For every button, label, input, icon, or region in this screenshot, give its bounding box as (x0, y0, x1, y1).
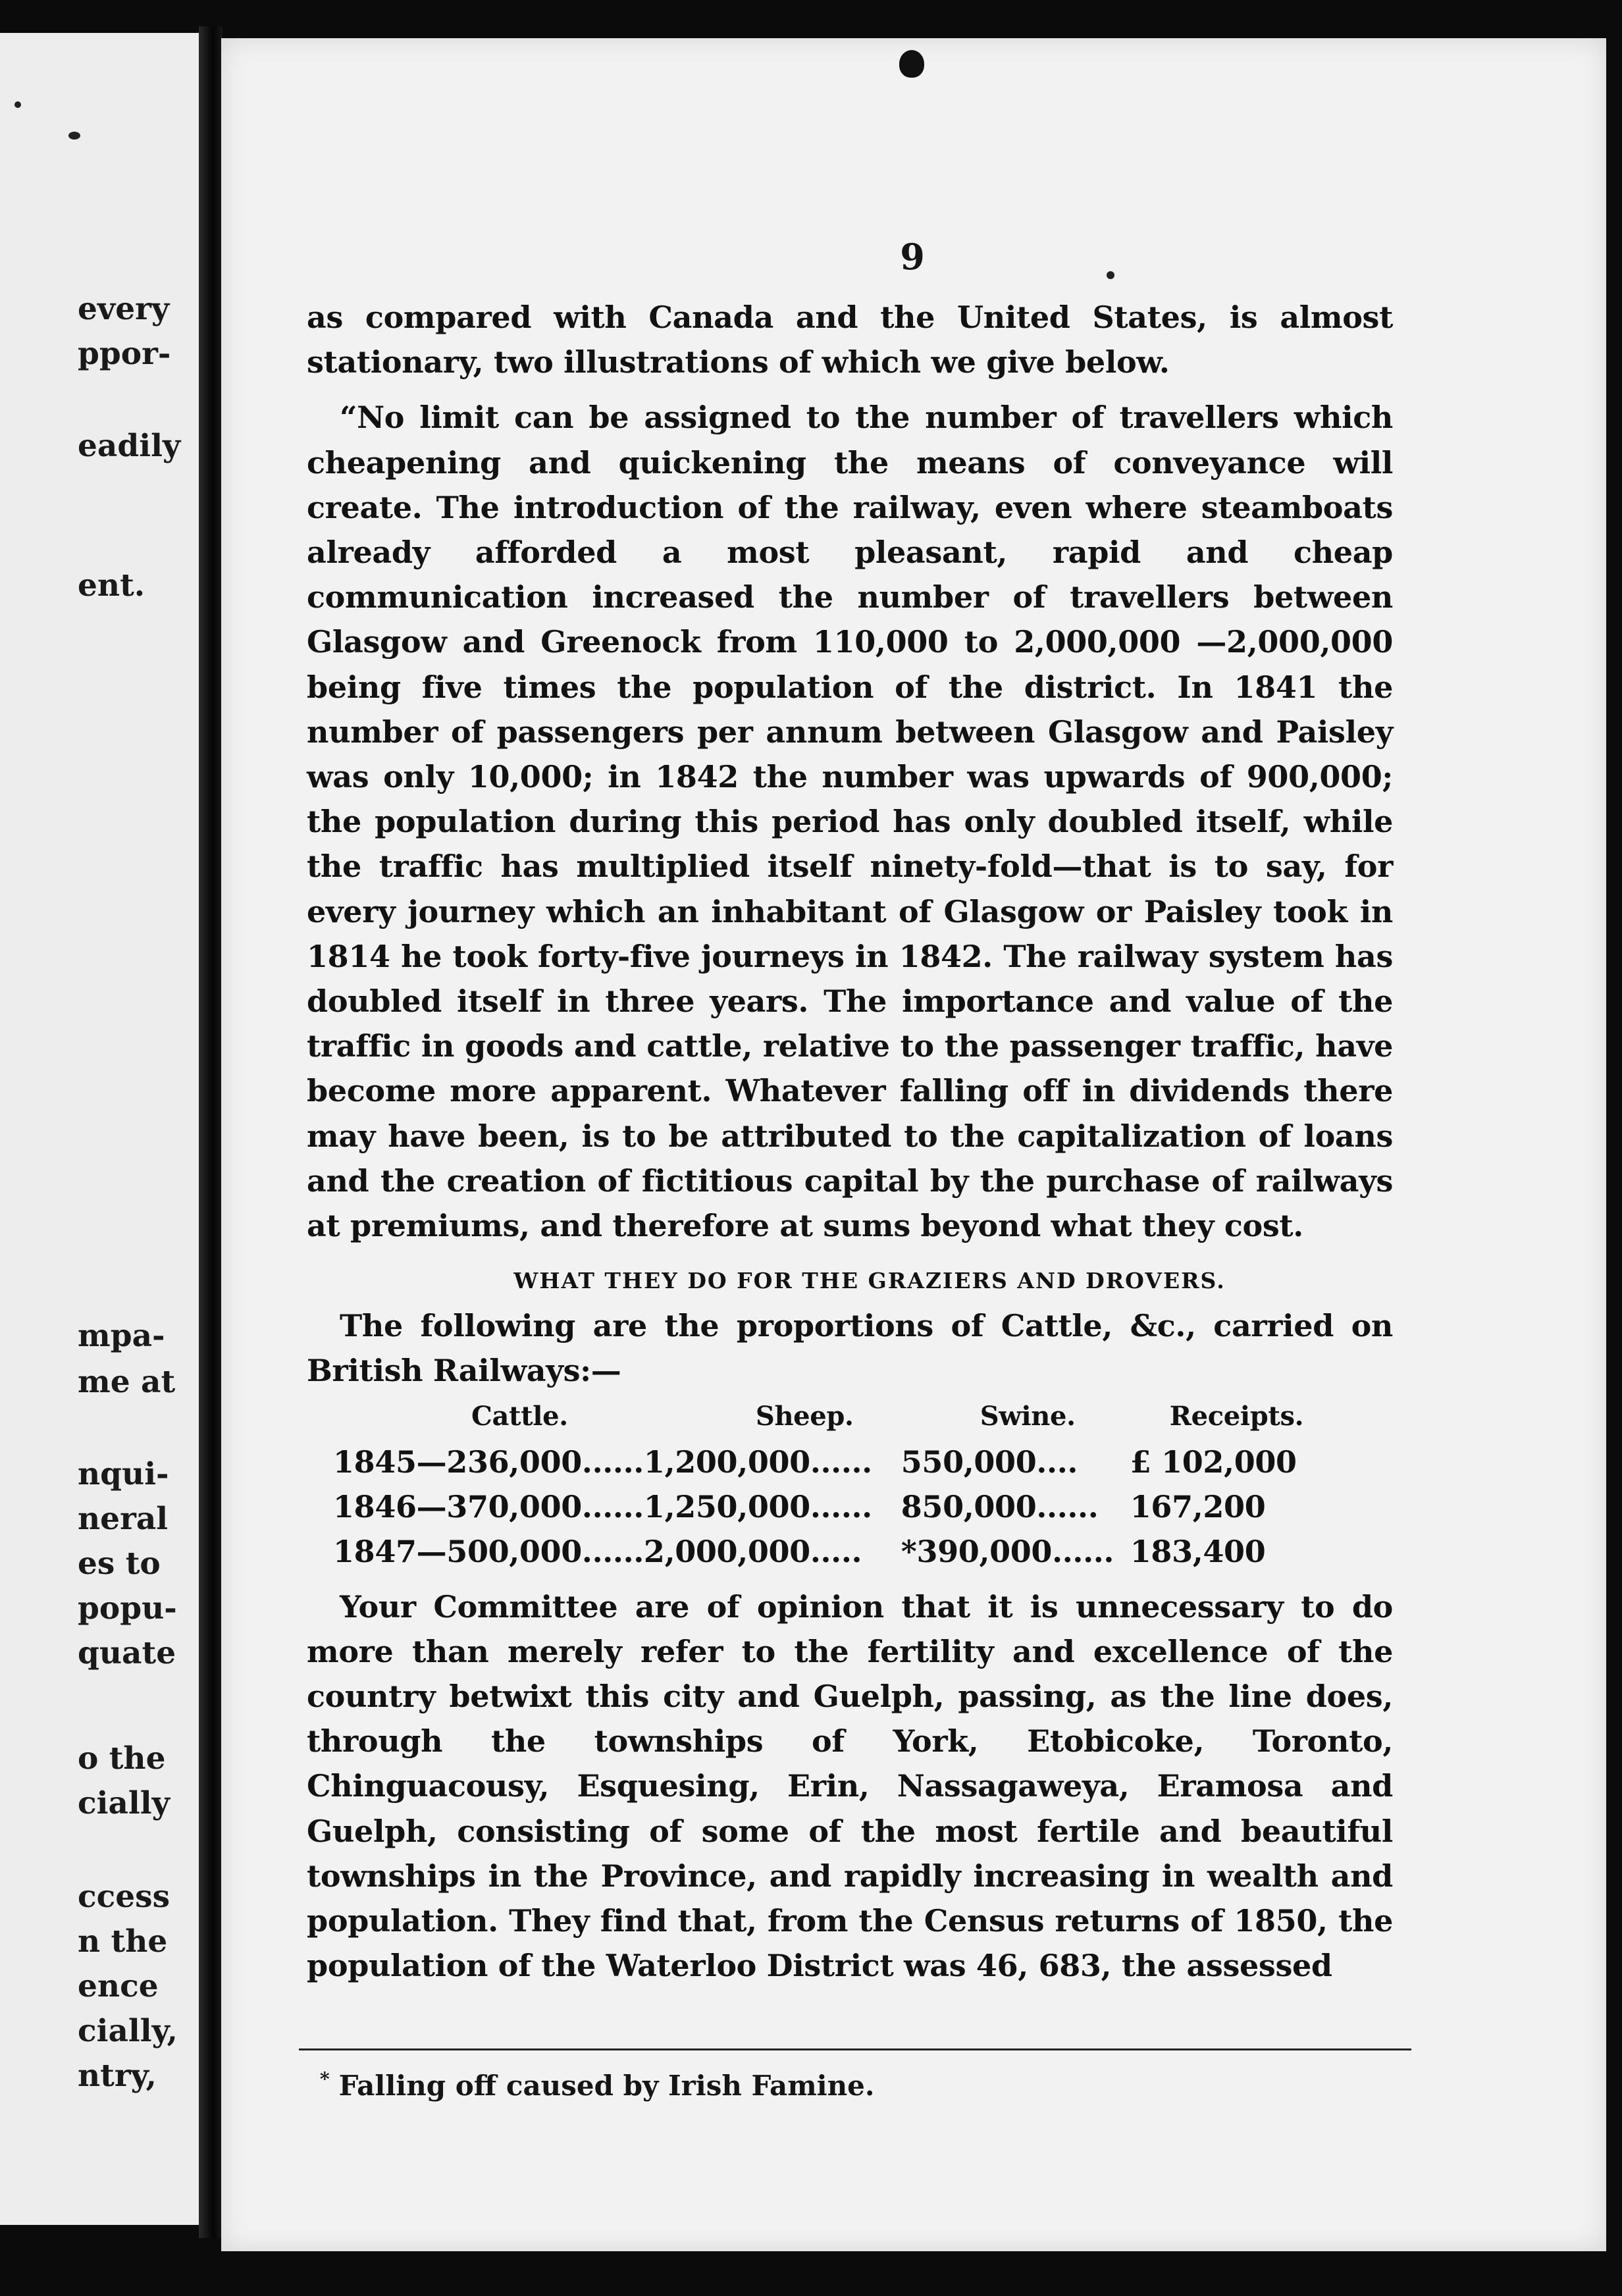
left-page-fragment: every (78, 291, 170, 327)
swine-cell: *390,000 (901, 1533, 1053, 1569)
left-page-fragment: nqui- (78, 1456, 169, 1492)
left-page-fragment: ent. (78, 567, 145, 604)
table-row: 1845—236,000...... 1,200,000...... 550,000.... £ 102,000 (333, 1444, 1297, 1480)
left-page-fragment: ppor- (78, 336, 171, 372)
receipts-cell: 183,400 (1130, 1533, 1266, 1569)
cattle-cell: 500,000 (446, 1533, 582, 1569)
table-header-row (333, 1394, 1334, 1440)
sheep-cell: 2,000,000 (643, 1533, 810, 1569)
header-swine: Swine. (980, 1400, 1076, 1432)
left-page-fragment: es to (78, 1546, 161, 1582)
cattle-cell: 236,000 (446, 1444, 582, 1480)
left-page-fragment: eadily (78, 428, 181, 464)
table-row: 1847—500,000...... 2,000,000..... *390,000...... 183,400 (333, 1533, 1266, 1569)
page-number: 9 (900, 236, 925, 278)
left-page-fragment: neral (78, 1501, 169, 1537)
sheep-cell: 1,250,000 (643, 1488, 810, 1525)
left-page-fragment: mpa- (78, 1318, 165, 1354)
footnote-text: Falling off caused by Irish Famine. (338, 2070, 875, 2102)
left-page-fragment: n the (78, 1923, 168, 1960)
left-page-fragment: popu- (78, 1590, 177, 1627)
closing-paragraph: Your Committee are of opinion that it is unnecessary to do more than merely refer to the fertility and excellence of the country betwixt this city and Guelph, passing, as the line does, through the townships of York, Etobicoke, Toronto, Chinguacousy, Esquesing, Erin, Nassagaweya, Eramosa and Guelph, consisting of some of the most fertile and beautiful townships in the Province, and rapidly increasing in wealth and population. They find that, from the Census returns of 1850, the population of the Waterloo District was 46, 683, the assessed (307, 1588, 1393, 1984)
book-gutter (199, 26, 222, 2238)
sheep-cell: 1,200,000 (643, 1444, 810, 1480)
swine-cell: 550,000 (901, 1444, 1037, 1480)
header-sheep: Sheep. (755, 1400, 854, 1432)
left-page-fragment: ccess (78, 1879, 170, 1915)
left-facing-page (0, 33, 199, 2225)
ink-speck (1107, 271, 1114, 279)
footnote (320, 2068, 875, 2102)
left-page-fragment: o the (78, 1740, 166, 1777)
year-cell: 1846 (333, 1488, 417, 1525)
book-page (221, 38, 1606, 2251)
swine-cell: 850,000 (901, 1488, 1037, 1525)
footnote-rule (299, 2048, 1411, 2050)
left-page-fragment: me at (78, 1364, 176, 1400)
table-intro: The following are the proportions of Cattle, &c., carried on British Railways:— (307, 1308, 1393, 1389)
header-receipts: Receipts. (1169, 1400, 1304, 1432)
left-page-fragment: ence (78, 1968, 159, 2004)
left-page-fragment: cially (78, 1785, 170, 1821)
left-page-fragment: ntry, (78, 2058, 157, 2094)
intro-paragraph: as compared with Canada and the United States, is almost stationary, two illustrations of which we give below. (307, 300, 1393, 380)
receipts-cell: 167,200 (1130, 1488, 1266, 1525)
livestock-table (333, 1394, 1334, 1574)
ink-speck (68, 132, 80, 140)
table-row: 1846—370,000...... 1,250,000...... 850,000...... 167,200 (333, 1488, 1266, 1525)
cattle-cell: 370,000 (446, 1488, 582, 1525)
left-page-fragment: quate (78, 1635, 176, 1671)
year-cell: 1847 (333, 1533, 417, 1569)
ink-blot (899, 50, 924, 78)
year-cell: 1845 (333, 1444, 417, 1480)
left-page-fragment: cially, (78, 2013, 178, 2049)
receipts-cell: £ 102,000 (1130, 1444, 1297, 1480)
section-heading: WHAT THEY DO FOR THE GRAZIERS AND DROVERS. (513, 1268, 1226, 1294)
quote-paragraph: “No limit can be assigned to the number of travellers which cheapening and quickening the means of conveyance will create. The introduction of the railway, even where steamboats already afforded a most pleasant, rapid and cheap communication increased the number of travellers between Glasgow and Greenock from 110,000 to 2,000,000 —2,000,000 being five times the population of the district. In 1841 the number of passengers per annum between Glasgow and Paisley was only 10,000; in 1842 the number was upwards of 900,000; the population during this period has only doubled itself, while the traffic has multiplied itself ninety-fold—that is to say, for every journey which an inhabitant of Glasgow or Paisley took in 1814 he took forty-five journeys in 1842. The railway system has doubled itself in three years. The importance and value of the traffic in goods and cattle, relative to the passenger traffic, have become more apparent. Whatever falling off in dividends there may have been, is to be attributed to the capitalization of loans and the creation of fictitious capital by the purchase of railways at premiums, and therefore at sums beyond what they cost. (307, 400, 1393, 1244)
ink-speck (14, 101, 21, 108)
main-text (307, 295, 1393, 1989)
header-cattle: Cattle. (471, 1400, 568, 1432)
footnote-marker: * (320, 2068, 330, 2090)
